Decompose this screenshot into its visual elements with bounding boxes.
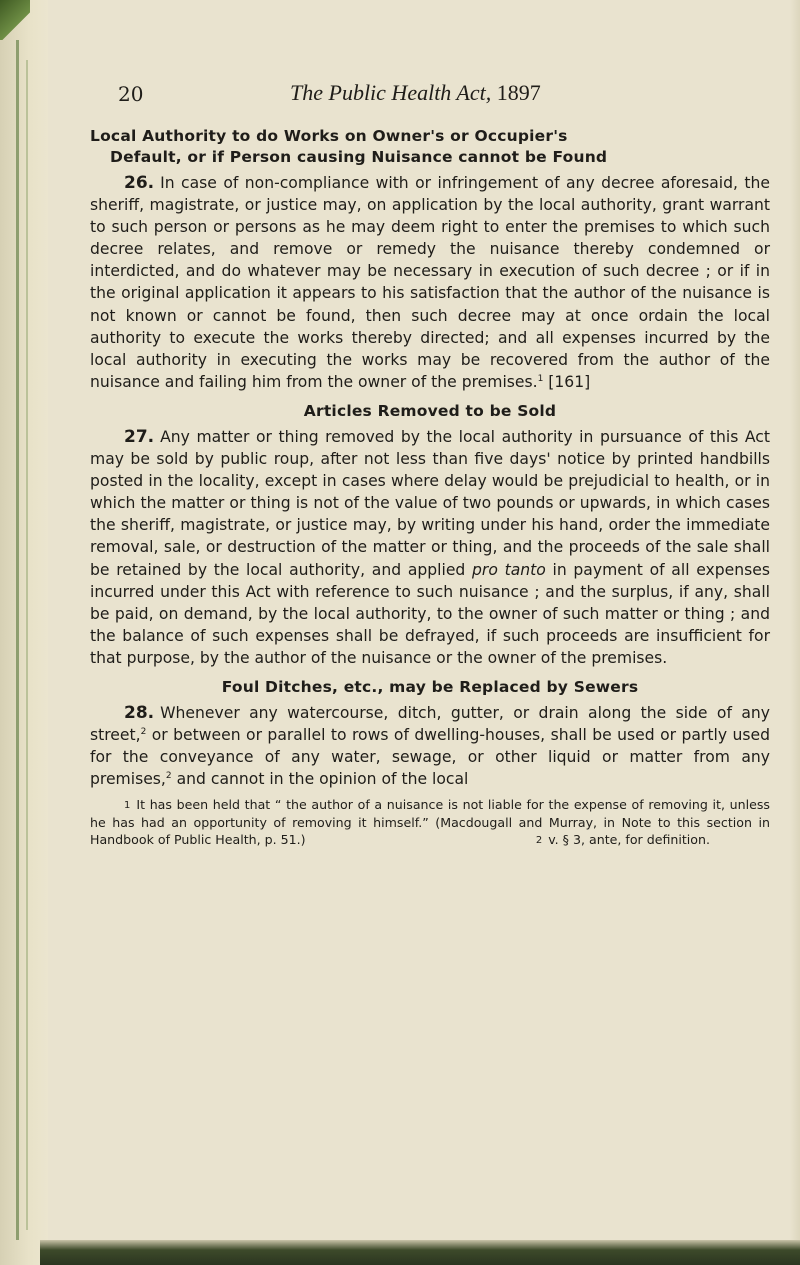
cover-corner (0, 0, 30, 40)
section-27-text-a: Any matter or thing removed by the local authority in pursuance of this Act may be sold by public roup, after not less than five days' notice by printed handbills posted in the locality, except in cases where delay would be prejudicial to health, or in which the matter or thing is not of the value of two pounds or upwards, in which cases the sheriff, magistrate, or justice may, by writing under his hand, order the immediate removal, sale, or destruction of the matter or thing, and the proceeds of the sale shall be retained by the local authority, and applied (90, 427, 770, 579)
footnote-2-text: v. § 3, ante, for definition. (548, 832, 710, 848)
section-26-number: 26. (124, 173, 155, 193)
page-content (90, 78, 770, 849)
section-26-heading (90, 126, 770, 168)
section-27-text-b: in payment of all expenses incurred under this Act with reference to such nuisance ; and the surplus, if any, shall be paid, on demand, by the local authority, to the owner of such matter or thing ; and the balance of such expenses shall be defrayed, if such proceeds are insufficient for that purpose, by the author of the nuisance or the owner of the premises. (90, 560, 770, 667)
section-28-text-2: or between or parallel to rows of dwelling-houses, shall be used or partly used for the conveyance of any water, sewage, or other liquid or matter from any premises, (90, 726, 770, 789)
footnote-ref-2b: 2 (165, 771, 172, 782)
footnote-ref-1: 1 (537, 373, 544, 384)
section-26-body (90, 172, 770, 393)
footnote-1-number: 1 (124, 800, 131, 812)
page-right-edge (790, 0, 800, 1265)
section-26-heading-line1: Local Authority to do Works on Owner's or Occupier's (90, 127, 568, 145)
section-27-body (90, 426, 770, 669)
running-title: The Public Health Act, (290, 80, 492, 105)
section-27 (90, 401, 770, 669)
section-28 (90, 677, 770, 790)
section-28-body (90, 702, 770, 790)
footnotes (90, 796, 770, 849)
spine-binding-line-inner (26, 60, 28, 1230)
running-year: 1897 (496, 80, 541, 105)
section-27-italic: pro tanto (472, 560, 546, 579)
footnote-1-text: It has been held that “ the author of a nuisance is not liable for the expense of removing it, unless he has had an opportunity of removing it himself.” (Macdougall and Murray, in Note to this section in Handbook of Public Health, p. 51.) (90, 797, 770, 848)
section-26 (90, 126, 770, 393)
section-28-text-3: and cannot in the opinion of the local (176, 770, 469, 789)
section-26-text: In case of non-compliance with or infringement of any decree aforesaid, the sheriff, magistrate, or justice may, on application by the local authority, grant warrant to such person or persons as he may deem right to enter the premises to which such decree relates, and remove or remedy the nuisance thereby condemned or interdicted, and do whatever may be necessary in execution of such decree ; or if in the original application it appears to his satisfaction that the author of the nuisance is not known or cannot be found, then such decree may at once ordain the local authority to execute the works thereby directed; and all expenses incurred by the local authority in executing the works may be recovered from the author of the nuisance and failing him from the owner of the premises. (90, 174, 770, 391)
footnote-2-number: 2 (535, 835, 543, 847)
section-28-heading: Foul Ditches, etc., may be Replaced by Sewers (221, 677, 639, 696)
marginal-reference: [161] (548, 372, 591, 391)
page-header (90, 78, 770, 114)
page-number: 20 (118, 82, 144, 106)
section-27-heading: Articles Removed to be Sold (303, 401, 557, 420)
section-28-number: 28. (124, 702, 155, 723)
spine-binding-line (16, 40, 19, 1240)
section-28-text-1: Whenever any watercourse, ditch, gutter, or drain along the side of any street, (90, 703, 770, 745)
page-bottom-edge (40, 1240, 800, 1265)
section-26-heading-line2: Default, or if Person causing Nuisance cannot be Found (110, 148, 608, 166)
section-27-number: 27. (124, 426, 155, 447)
footnote-ref-2a: 2 (140, 727, 147, 738)
running-head (290, 80, 541, 106)
book-spine-edge (0, 0, 48, 1265)
